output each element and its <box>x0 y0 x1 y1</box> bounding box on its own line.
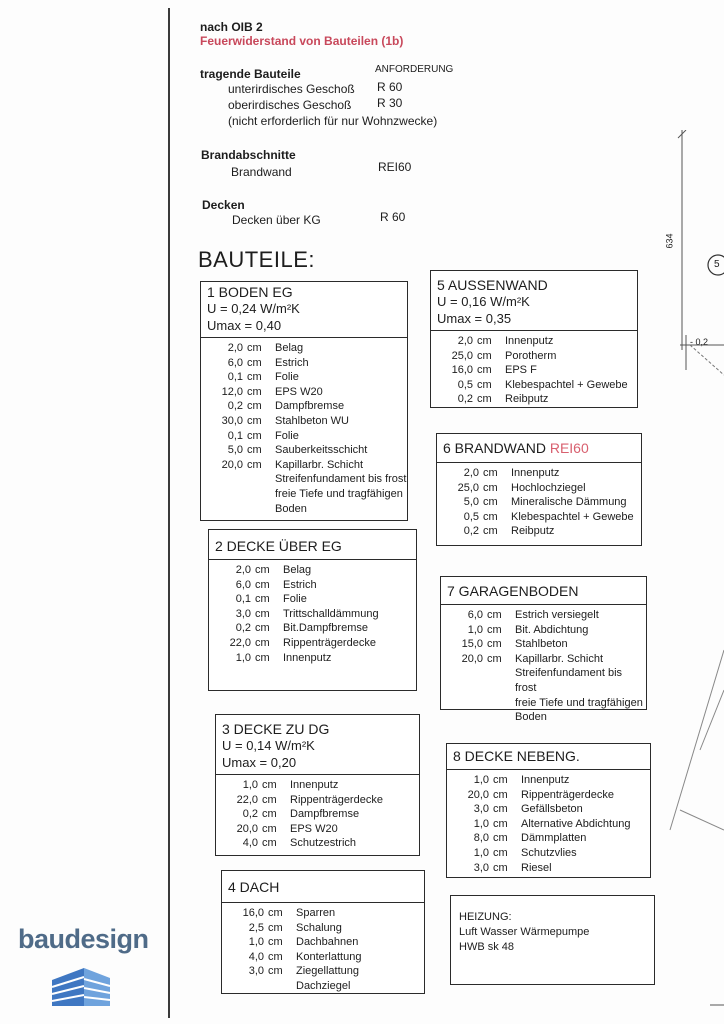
layer-thickness: 6,0 <box>467 609 483 621</box>
layer-material: Rippenträgerdecke <box>283 636 376 649</box>
layer-row <box>224 793 383 808</box>
box-umax-value: Umax = 0,20 <box>222 755 297 770</box>
layer-material: Kapillarbr. Schicht <box>515 652 604 665</box>
box-umax-value: Umax = 0,40 <box>207 318 282 333</box>
layer-thickness: 1,0 <box>235 651 251 664</box>
layer-row <box>209 443 406 458</box>
layer-unit: cm <box>483 467 498 479</box>
layer-unit: cm <box>247 400 262 413</box>
layer-row <box>217 651 379 666</box>
layer-material: Klebespachtel + Gewebe <box>505 378 628 391</box>
layer-unit: cm <box>262 808 277 821</box>
layer-table <box>449 608 646 725</box>
layer-unit <box>268 979 296 994</box>
layer-row <box>209 502 406 517</box>
layer-row <box>455 846 630 861</box>
layer-material: Trittschalldämmung <box>283 607 379 620</box>
baudesign-logo: baudesign <box>18 924 149 954</box>
layer-unit: cm <box>268 950 283 963</box>
layer-thickness: 4,0 <box>248 950 264 963</box>
box-title: 1 BODEN EG <box>207 284 293 300</box>
layer-thickness: 16,0 <box>242 907 264 919</box>
layer-row <box>449 666 646 695</box>
layer-material: Dampfbremse <box>275 400 345 413</box>
layer-unit: cm <box>262 822 277 835</box>
layer-thickness: 2,0 <box>235 564 251 576</box>
layer-unit: cm <box>262 837 277 850</box>
layer-material: Estrich <box>283 578 317 591</box>
layer-unit: cm <box>255 622 270 635</box>
box-u-value: U = 0,24 W/m²K <box>207 301 300 316</box>
layer-thickness: 22,0 <box>236 793 258 806</box>
layer-row <box>230 964 361 979</box>
layer-unit: cm <box>255 564 270 576</box>
layer-row <box>445 510 634 525</box>
layer-thickness: 8,0 <box>473 832 489 845</box>
layer-row <box>449 652 646 667</box>
layer-thickness: 2,0 <box>463 467 479 479</box>
layer-row <box>455 817 630 832</box>
layer-row <box>455 831 630 846</box>
layer-unit: cm <box>255 578 270 591</box>
layer-material: Porotherm <box>505 349 557 362</box>
layer-thickness: 0,1 <box>227 429 243 442</box>
box-title: 8 DECKE NEBENG. <box>453 748 580 764</box>
layer-thickness: 3,0 <box>473 861 489 874</box>
layer-row <box>209 341 406 356</box>
tragende-row-label: unterirdisches Geschoß <box>228 82 355 96</box>
layer-unit <box>487 710 515 725</box>
box-u-value: U = 0,14 W/m²K <box>222 738 315 753</box>
box-title: 3 DECKE ZU DG <box>222 721 330 737</box>
building-logo-icon <box>50 960 112 1006</box>
layer-material: Kapillarbr. Schicht <box>275 458 364 471</box>
layer-material: Estrich <box>275 356 309 369</box>
layer-material: EPS W20 <box>290 822 338 835</box>
layer-material: Klebespachtel + Gewebe <box>511 510 634 523</box>
axis-marker: 5 <box>714 259 720 270</box>
layer-row <box>230 906 361 921</box>
decken-heading: Decken <box>202 198 245 212</box>
layer-material: Schalung <box>296 921 342 934</box>
layer-unit: cm <box>487 652 502 665</box>
layer-material: Reibputz <box>505 393 549 406</box>
layer-unit: cm <box>493 846 508 859</box>
bauteil-box-garagenboden <box>440 576 647 724</box>
layer-material: Gefällsbeton <box>521 803 583 816</box>
layer-row <box>455 788 630 803</box>
layer-thickness: 3,0 <box>235 607 251 620</box>
layer-unit: cm <box>483 510 498 523</box>
layer-material: Dachziegel <box>296 979 351 992</box>
layer-thickness: 20,0 <box>461 652 483 665</box>
layer-row <box>224 807 383 822</box>
layer-unit: cm <box>493 861 508 874</box>
layer-row <box>455 773 630 788</box>
layer-row <box>449 696 646 711</box>
layer-row <box>209 472 406 487</box>
box-title-text: 6 BRANDWAND <box>443 440 546 456</box>
layer-unit: cm <box>477 364 492 377</box>
brandabschnitte-heading: Brandabschnitte <box>201 148 296 162</box>
layer-material: Folie <box>275 371 299 384</box>
layer-unit: cm <box>487 638 502 651</box>
layer-unit: cm <box>493 817 508 830</box>
layer-unit: cm <box>493 803 508 816</box>
layer-material: Bit.Dampfbremse <box>283 622 368 635</box>
layer-thickness <box>209 502 247 517</box>
layer-unit: cm <box>255 607 270 620</box>
box-u-value: U = 0,16 W/m²K <box>437 294 530 309</box>
decken-label: Decken über KG <box>232 213 321 227</box>
layer-material: Konterlattung <box>296 950 362 963</box>
tragende-row-value: R 60 <box>377 80 403 94</box>
layer-material: Dämmplatten <box>521 832 587 845</box>
layer-thickness: 20,0 <box>467 788 489 801</box>
heizung-line: Luft Wasser Wärmepumpe <box>459 926 590 938</box>
layer-thickness: 3,0 <box>248 965 264 978</box>
decken-value: R 60 <box>380 210 406 224</box>
bauteil-box-boden-eg <box>200 281 408 521</box>
layer-unit <box>487 696 515 711</box>
layer-row <box>224 822 383 837</box>
layer-thickness: 0,2 <box>457 393 473 406</box>
layer-row <box>217 563 379 578</box>
layer-row <box>230 935 361 950</box>
layer-material: Rippenträgerdecke <box>521 788 614 801</box>
layer-table <box>209 341 406 516</box>
layer-thickness: 0,1 <box>235 593 251 606</box>
layer-row <box>209 370 406 385</box>
bauteil-box-decke-zu-dg <box>215 714 420 856</box>
layer-unit: cm <box>483 496 498 509</box>
layer-material: Estrich versiegelt <box>515 609 599 621</box>
box-title: 7 GARAGENBODEN <box>447 583 579 599</box>
bauteil-box-dach <box>221 870 425 994</box>
layer-unit <box>247 502 275 517</box>
layer-row <box>224 778 383 793</box>
layer-table <box>217 563 379 665</box>
layer-unit: cm <box>477 378 492 391</box>
layer-unit: cm <box>255 651 270 664</box>
layer-material: Schutzestrich <box>290 837 357 850</box>
layer-unit: cm <box>268 936 283 949</box>
layer-row <box>439 378 628 393</box>
layer-row <box>439 392 628 407</box>
layer-row <box>209 429 406 444</box>
layer-unit: cm <box>255 593 270 606</box>
layer-thickness: 0,2 <box>227 400 243 413</box>
layer-thickness: 6,0 <box>235 578 251 591</box>
layer-unit: cm <box>268 907 283 919</box>
layer-row <box>209 399 406 414</box>
layer-unit: cm <box>247 429 262 442</box>
heizung-box <box>450 895 655 985</box>
layer-row <box>439 334 628 349</box>
layer-table <box>455 773 630 875</box>
tragende-row-value: R 30 <box>377 96 403 110</box>
oib-heading: nach OIB 2 <box>200 20 263 34</box>
layer-thickness <box>209 472 247 487</box>
layer-material: Sparren <box>296 907 336 919</box>
layer-thickness: 25,0 <box>457 481 479 494</box>
layer-thickness <box>449 666 487 695</box>
layer-row <box>209 458 406 473</box>
layer-row <box>209 487 406 502</box>
layer-table <box>230 906 361 994</box>
layer-row <box>439 363 628 378</box>
layer-unit <box>247 487 275 502</box>
box-title-rei: REI60 <box>549 440 589 456</box>
layer-thickness: 1,0 <box>473 817 489 830</box>
layer-unit: cm <box>483 481 498 494</box>
layer-row <box>230 979 361 994</box>
layer-material: Folie <box>275 429 299 442</box>
layer-material: Innenputz <box>290 779 339 791</box>
layer-table <box>439 334 628 407</box>
layer-material: Belag <box>283 564 312 576</box>
tragende-heading: tragende Bauteile <box>200 67 301 81</box>
bauteil-box-aussenwand <box>430 270 638 408</box>
layer-material: Streifenfundament bis frost <box>275 473 407 486</box>
layer-thickness: 3,0 <box>473 803 489 816</box>
drawing-fragment <box>650 130 724 1010</box>
dimension-label: 634 <box>664 233 675 249</box>
feuerwiderstand-heading: Feuerwiderstand von Bauteilen (1b) <box>200 34 404 48</box>
brandwand-label: Brandwand <box>231 165 292 179</box>
layer-unit: cm <box>262 793 277 806</box>
layer-thickness: 0,5 <box>463 510 479 523</box>
layer-thickness <box>209 487 247 502</box>
layer-row <box>217 621 379 636</box>
layer-material: Stahlbeton WU <box>275 414 349 427</box>
box-title: 5 AUSSENWAND <box>437 277 548 293</box>
layer-unit: cm <box>487 623 502 636</box>
layer-unit: cm <box>247 356 262 369</box>
layer-thickness: 0,2 <box>463 525 479 538</box>
layer-unit: cm <box>483 525 498 538</box>
layer-row <box>445 524 634 539</box>
bauteile-title: BAUTEILE: <box>198 247 315 272</box>
layer-thickness: 16,0 <box>451 364 473 377</box>
layer-thickness: 6,0 <box>227 356 243 369</box>
layer-unit: cm <box>477 393 492 406</box>
layer-thickness <box>449 710 487 725</box>
layer-row <box>439 349 628 364</box>
layer-material: EPS W20 <box>275 385 323 398</box>
layer-thickness: 22,0 <box>229 636 251 649</box>
layer-unit: cm <box>247 371 262 384</box>
layer-thickness: 12,0 <box>221 385 243 398</box>
layer-thickness: 1,0 <box>473 846 489 859</box>
layer-unit <box>247 472 275 487</box>
layer-thickness: 2,5 <box>248 921 264 934</box>
layer-unit: cm <box>493 832 508 845</box>
tragende-note: (nicht erforderlich für nur Wohnzwecke) <box>228 114 438 128</box>
layer-unit: cm <box>255 636 270 649</box>
layer-thickness: 1,0 <box>473 774 489 786</box>
level-label: - 0,2 <box>690 337 709 347</box>
layer-row <box>209 356 406 371</box>
layer-row <box>217 578 379 593</box>
layer-row <box>230 921 361 936</box>
layer-material: Reibputz <box>511 525 555 538</box>
layer-thickness: 1,0 <box>242 779 258 791</box>
page-border-line <box>168 8 170 1018</box>
layer-material: Hochlochziegel <box>511 481 586 494</box>
box-umax-value: Umax = 0,35 <box>437 311 512 326</box>
layer-unit: cm <box>247 385 262 398</box>
layer-thickness: 0,5 <box>457 378 473 391</box>
layer-row <box>449 637 646 652</box>
layer-row <box>217 592 379 607</box>
heizung-line: HWB sk 48 <box>459 941 515 953</box>
layer-material: Ziegellattung <box>296 965 359 978</box>
layer-table <box>224 778 383 851</box>
layer-unit: cm <box>493 774 508 786</box>
layer-thickness: 0,1 <box>227 371 243 384</box>
layer-material: Innenputz <box>283 651 332 664</box>
bauteil-box-decke-nebeng <box>446 743 651 878</box>
layer-row <box>449 623 646 638</box>
layer-row <box>209 414 406 429</box>
layer-material: Innenputz <box>511 467 560 479</box>
layer-material: Sauberkeitsschicht <box>275 444 368 457</box>
layer-row <box>217 607 379 622</box>
layer-material: Rippenträgerdecke <box>290 793 383 806</box>
layer-material: Boden <box>275 502 307 515</box>
layer-unit: cm <box>247 444 262 457</box>
box-title <box>437 434 641 459</box>
layer-unit: cm <box>268 921 283 934</box>
heizung-line: HEIZUNG: <box>459 911 512 923</box>
layer-row <box>230 950 361 965</box>
layer-row <box>449 710 646 725</box>
layer-row <box>445 495 634 510</box>
layer-thickness: 25,0 <box>451 349 473 362</box>
layer-material: EPS F <box>505 364 537 377</box>
layer-thickness: 0,2 <box>242 808 258 821</box>
layer-material: Belag <box>275 342 304 354</box>
layer-thickness: 20,0 <box>221 458 243 471</box>
layer-material: Dachbahnen <box>296 936 359 949</box>
bauteil-box-decke-ueber-eg <box>208 529 417 691</box>
tragende-row-label: oberirdisches Geschoß <box>228 98 352 112</box>
layer-material: Dampfbremse <box>290 808 360 821</box>
anforderung-label: ANFORDERUNG <box>375 64 454 75</box>
layer-row <box>445 481 634 496</box>
layer-table <box>445 466 634 539</box>
layer-row <box>449 608 646 623</box>
layer-unit: cm <box>477 335 492 347</box>
layer-thickness: 2,0 <box>457 335 473 347</box>
layer-unit <box>487 666 515 695</box>
layer-material: Schutzvlies <box>521 846 577 859</box>
layer-thickness: 20,0 <box>236 822 258 835</box>
layer-material: Riesel <box>521 861 552 874</box>
layer-unit: cm <box>262 779 277 791</box>
layer-material: Streifenfundament bis frost <box>515 667 623 694</box>
layer-thickness: 30,0 <box>221 414 243 427</box>
layer-material: Stahlbeton <box>515 638 568 651</box>
layer-unit: cm <box>247 414 262 427</box>
layer-material: Innenputz <box>505 335 554 347</box>
layer-row <box>455 861 630 876</box>
layer-unit: cm <box>493 788 508 801</box>
layer-row <box>445 466 634 481</box>
bauteil-box-brandwand <box>436 433 642 546</box>
layer-unit: cm <box>477 349 492 362</box>
layer-unit: cm <box>268 965 283 978</box>
layer-material: Folie <box>283 593 307 606</box>
layer-unit: cm <box>247 342 262 354</box>
layer-material: freie Tiefe und tragfähigen <box>275 487 403 500</box>
layer-material: Mineralische Dämmung <box>511 496 627 509</box>
layer-thickness: 5,0 <box>227 444 243 457</box>
layer-thickness: 2,0 <box>227 342 243 354</box>
box-title: 4 DACH <box>228 879 280 895</box>
layer-material: Boden <box>515 711 547 724</box>
layer-row <box>209 385 406 400</box>
layer-thickness <box>449 696 487 711</box>
layer-thickness: 1,0 <box>248 936 264 949</box>
layer-thickness: 15,0 <box>461 638 483 651</box>
layer-material: Innenputz <box>521 774 570 786</box>
layer-row <box>455 802 630 817</box>
layer-unit: cm <box>487 609 502 621</box>
layer-row <box>224 836 383 851</box>
layer-material: Alternative Abdichtung <box>521 817 631 830</box>
layer-thickness: 0,2 <box>235 622 251 635</box>
layer-thickness <box>230 979 268 994</box>
layer-material: freie Tiefe und tragfähigen <box>515 696 643 709</box>
box-title: 2 DECKE ÜBER EG <box>215 538 342 554</box>
layer-material: Bit. Abdichtung <box>515 623 589 636</box>
brandwand-value: REI60 <box>378 160 412 174</box>
layer-thickness: 5,0 <box>463 496 479 509</box>
layer-thickness: 4,0 <box>242 837 258 850</box>
layer-row <box>217 636 379 651</box>
layer-thickness: 1,0 <box>467 623 483 636</box>
layer-unit: cm <box>247 458 262 471</box>
